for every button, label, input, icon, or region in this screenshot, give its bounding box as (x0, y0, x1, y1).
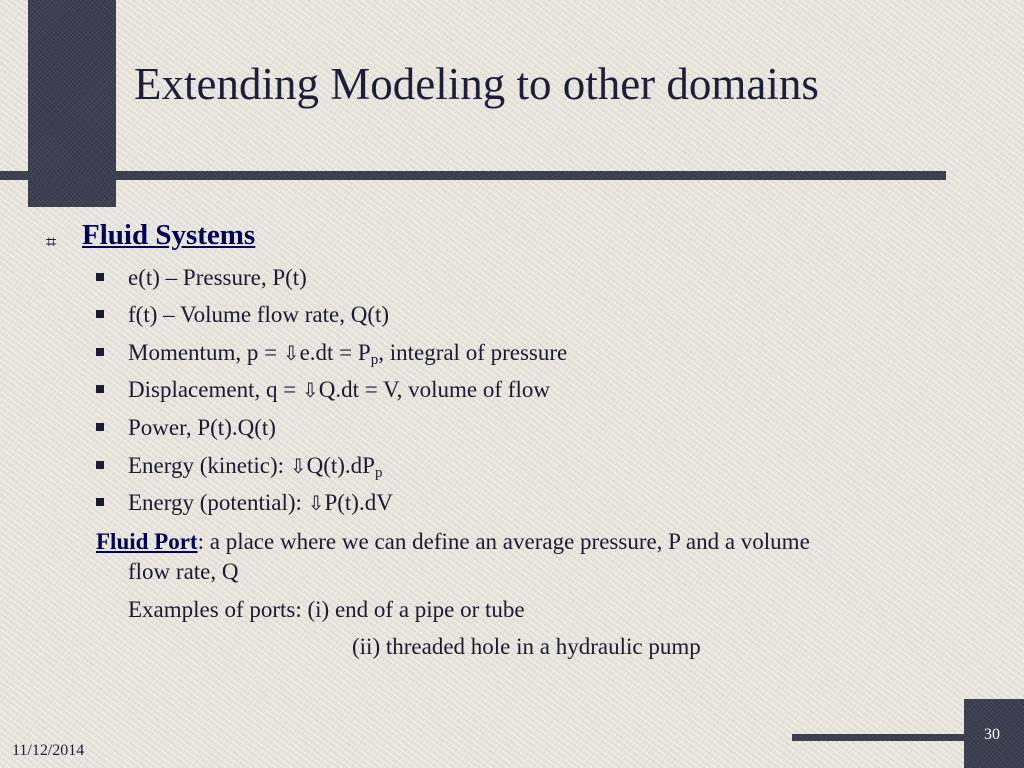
slide-date: 11/12/2014 (12, 742, 85, 759)
slide-title: Extending Modeling to other domains (134, 59, 819, 109)
section-heading: Fluid Systems (82, 219, 256, 251)
list-item-text: Power, P(t).Q(t) (128, 415, 276, 440)
fluid-port-term: Fluid Port (96, 529, 198, 554)
square-bullet-icon (96, 273, 104, 281)
integral-arrow-icon: ⇩ (289, 454, 307, 478)
square-bullet-icon (96, 385, 104, 393)
list-item-text: Momentum, p = ⇩e.dt = $P_p$, integral of pressure (128, 340, 568, 368)
square-bullet-icon (96, 310, 104, 318)
ports-examples-line-2: (ii) threaded hole in a hydraulic pump (352, 634, 701, 659)
fluid-port-definition-text: : a place where we can define an average pressure, P and a volume (197, 529, 810, 554)
list-item-text: f(t) – Volume flow rate, Q(t) (128, 302, 390, 327)
hash-bullet-icon: ⌗ (46, 232, 57, 253)
list-item-text: Displacement, q = ⇩Q.dt = V, volume of flow (128, 377, 550, 402)
square-bullet-icon (96, 423, 104, 431)
list-item-text: Energy (potential): ⇩P(t).dV (128, 490, 393, 515)
fluid-port-definition (96, 527, 810, 556)
square-bullet-icon (96, 498, 104, 506)
list-item-text: e(t) – Pressure, P(t) (128, 265, 307, 290)
ports-examples-line-1: Examples of ports: (i) end of a pipe or tube (128, 597, 525, 622)
fluid-port-definition-continued: flow rate, Q (128, 559, 239, 584)
integral-arrow-icon: ⇩ (301, 378, 319, 402)
square-bullet-icon (96, 348, 104, 356)
list-item-text: Energy (kinetic): $⇩Q(t).dP_p$ (128, 453, 383, 481)
page-number: 30 (984, 726, 1000, 743)
integral-arrow-icon: ⇩ (282, 341, 300, 365)
square-bullet-icon (96, 461, 104, 469)
integral-arrow-icon: ⇩ (307, 491, 325, 515)
